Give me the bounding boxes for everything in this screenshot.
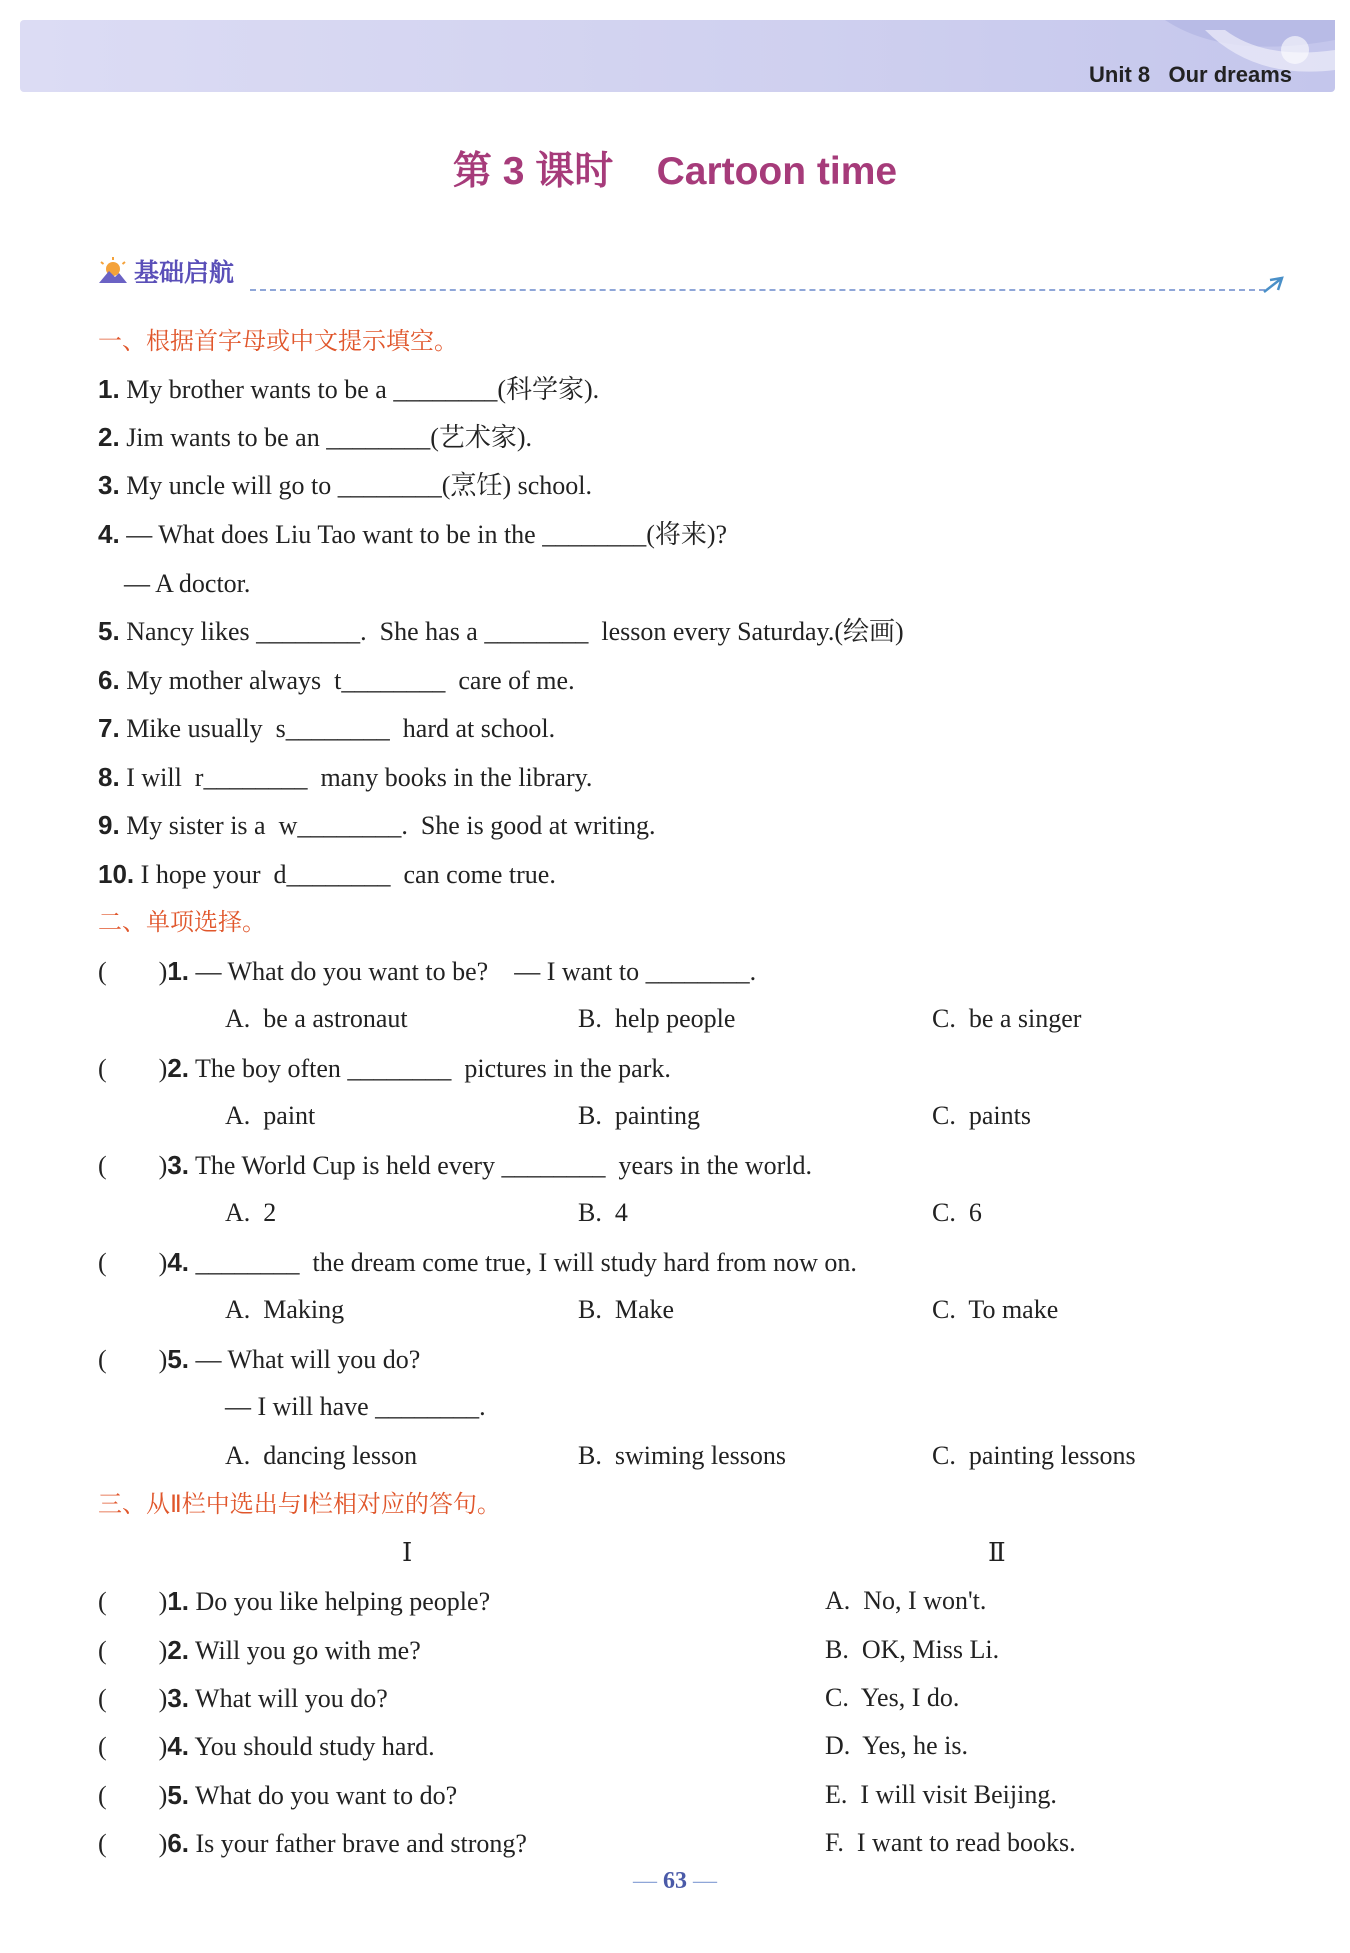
- list-item: 4. — What does Liu Tao want to be in the ________(将来)?: [98, 519, 728, 549]
- list-item: 10. I hope your d________ can come true.: [98, 859, 556, 889]
- question-row: ( )3. The World Cup is held every ________ years in the world.: [98, 1150, 813, 1180]
- sun-mountain-icon: [98, 257, 128, 285]
- column-header-ii: Ⅱ: [988, 1538, 1006, 1567]
- page-title: 第 3 课时 Cartoon time: [452, 150, 898, 193]
- option-a: A. paint: [225, 1101, 316, 1130]
- section-heading: [98, 253, 234, 289]
- match-answer: D. Yes, he is.: [825, 1731, 969, 1760]
- option-a: A. Making: [225, 1295, 345, 1324]
- question-row: ( )2. The boy often ________ pictures in the park.: [98, 1053, 671, 1083]
- column-header-i: Ⅰ: [402, 1538, 413, 1567]
- question-row: ( )5. — What will you do?: [98, 1344, 421, 1374]
- option-b: B. painting: [578, 1101, 701, 1130]
- option-c: C. painting lessons: [932, 1441, 1136, 1470]
- match-question: ( )4. You should study hard.: [98, 1731, 435, 1761]
- match-answer: A. No, I won't.: [825, 1586, 987, 1615]
- option-b: B. swiming lessons: [578, 1441, 787, 1470]
- list-item: 7. Mike usually s________ hard at school.: [98, 713, 556, 743]
- option-c: C. be a singer: [932, 1004, 1082, 1033]
- option-c: C. 6: [932, 1198, 982, 1227]
- option-a: A. dancing lesson: [225, 1441, 418, 1470]
- list-item: — A doctor.: [98, 569, 251, 598]
- match-question: ( )2. Will you go with me?: [98, 1635, 421, 1665]
- option-a: A. be a astronaut: [225, 1004, 408, 1033]
- option-b: B. 4: [578, 1198, 628, 1227]
- list-item: 2. Jim wants to be an ________(艺术家).: [98, 422, 533, 452]
- question-continuation: — I will have ________.: [225, 1392, 486, 1421]
- section-label: 基础启航: [134, 258, 235, 287]
- arrow-icon: [1262, 276, 1284, 294]
- list-item: 8. I will r________ many books in the library.: [98, 762, 593, 792]
- match-question: ( )5. What do you want to do?: [98, 1780, 458, 1810]
- list-item: 5. Nancy likes ________. She has a ________ lesson every Saturday.(绘画): [98, 616, 904, 646]
- match-question: ( )6. Is your father brave and strong?: [98, 1828, 527, 1858]
- list-item: 9. My sister is a w________. She is good at writing.: [98, 810, 656, 840]
- match-answer: C. Yes, I do.: [825, 1683, 960, 1712]
- part2-heading: 二、单项选择。: [98, 908, 266, 936]
- question-row: ( )1. — What do you want to be? — I want to ________.: [98, 956, 757, 986]
- option-a: A. 2: [225, 1198, 277, 1227]
- match-question: ( )1. Do you like helping people?: [98, 1586, 491, 1616]
- section-divider: [250, 289, 1265, 291]
- option-b: B. help people: [578, 1004, 736, 1033]
- list-item: 6. My mother always t________ care of me.: [98, 665, 575, 695]
- option-c: C. To make: [932, 1295, 1059, 1324]
- list-item: 3. My uncle will go to ________(烹饪) school.: [98, 470, 592, 500]
- list-item: 1. My brother wants to be a ________(科学家).: [98, 374, 600, 404]
- unit-label: Unit 8 Our dreams: [1089, 62, 1292, 87]
- match-answer: F. I want to read books.: [825, 1828, 1076, 1857]
- page-number: — 63 —: [633, 1868, 717, 1894]
- question-row: ( )4. ________ the dream come true, I will study hard from now on.: [98, 1247, 857, 1277]
- part1-heading: 一、根据首字母或中文提示填空。: [98, 327, 458, 355]
- part3-heading: 三、从Ⅱ栏中选出与Ⅰ栏相对应的答句。: [98, 1490, 501, 1518]
- match-answer: E. I will visit Beijing.: [825, 1780, 1057, 1809]
- match-question: ( )3. What will you do?: [98, 1683, 388, 1713]
- option-b: B. Make: [578, 1295, 675, 1324]
- option-c: C. paints: [932, 1101, 1031, 1130]
- match-answer: B. OK, Miss Li.: [825, 1635, 1000, 1664]
